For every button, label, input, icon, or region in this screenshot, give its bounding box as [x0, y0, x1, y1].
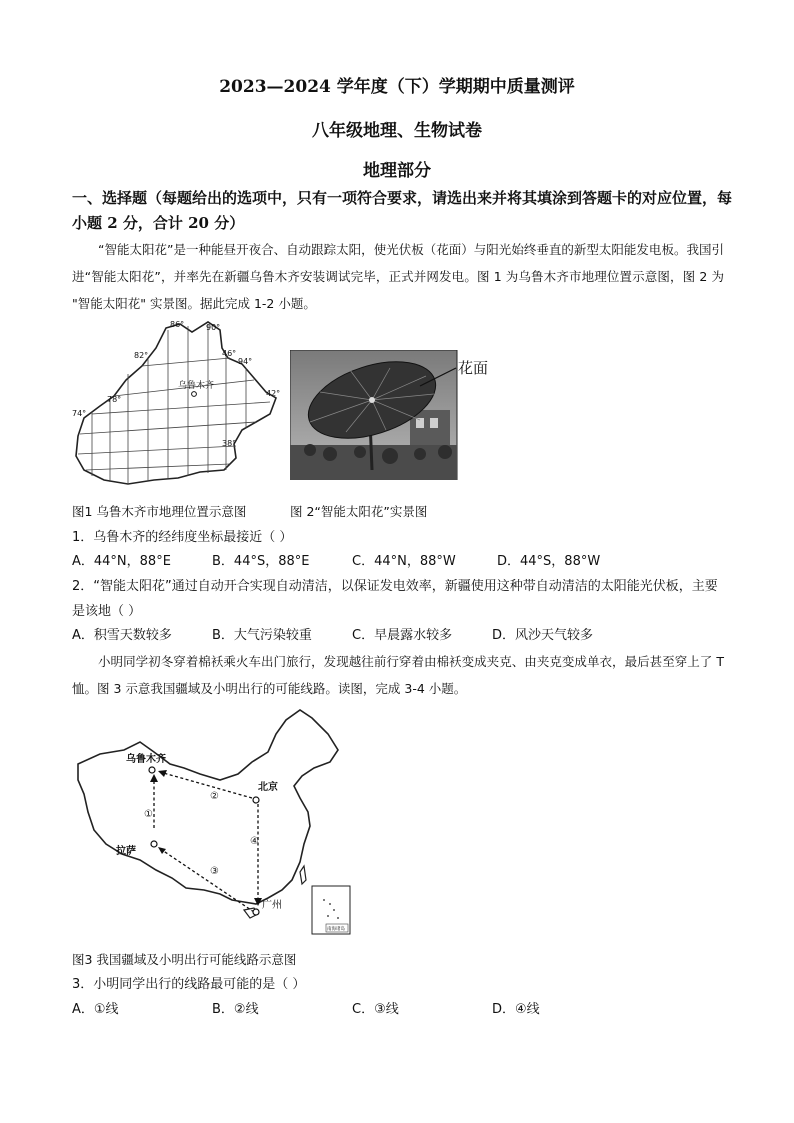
question3-options: [72, 998, 724, 1022]
q3-option-d[interactable]: D．④线: [492, 1002, 540, 1017]
building-icon: [410, 410, 450, 450]
question1-options: [72, 550, 724, 574]
passage-solar-flower: “智能太阳花”是一种能昼开夜合、自动跟踪太阳，使光伏板（花面）与阳光始终垂直的新型太阳能发电板。我国引进“智能太阳花”，并率先在新疆乌鲁木齐安装调试完毕，正式并网发电。图 1 为乌鲁木齐市地理位置示意图，图 2 为 "智能太阳花" 实景图。据此完成 1-2 小题。: [72, 242, 724, 311]
figure3-caption: 图3 我国疆域及小明出行可能线路示意图: [72, 952, 297, 967]
beijing-city-marker: [253, 797, 259, 803]
city-label-guangzhou: 广州: [262, 900, 282, 911]
question2-options: [72, 624, 724, 648]
lon-label-78: 78°: [107, 395, 122, 404]
question3-stem: 3．小明同学出行的线路最可能的是（ ）: [72, 977, 306, 992]
figure1-caption: 图1 乌鲁木齐市地理位置示意图: [72, 504, 247, 519]
lat-label-42: 42°: [266, 389, 281, 398]
urumqi-city-marker: [149, 767, 155, 773]
arrow-head-1: [150, 774, 158, 782]
urumqi-label: 乌鲁木齐: [178, 381, 215, 391]
question1-stem: 1．乌鲁木齐的经纬度坐标最接近（ ）: [72, 530, 293, 545]
flower-face-label: 花面: [458, 359, 489, 377]
urumqi-marker: [192, 392, 197, 397]
part-title: 地理部分: [363, 161, 431, 181]
q3-option-b[interactable]: B．②线: [212, 1002, 259, 1017]
exam-subtitle: 八年级地理、生物试卷: [312, 121, 482, 141]
figure1-xinjiang-map: [70, 318, 282, 494]
south-sea-inset: [312, 886, 350, 934]
route-label-1: ①: [144, 809, 153, 820]
q2-option-c[interactable]: C．早晨露水较多: [352, 628, 453, 643]
south-sea-label: 南海诸岛: [327, 927, 345, 932]
q1-option-a[interactable]: A．44°N，88°E: [72, 554, 171, 569]
city-label-lhasa: 拉萨: [116, 846, 136, 857]
city-label-beijing: 北京: [258, 782, 278, 793]
lon-label-94: 94°: [238, 357, 253, 366]
lon-label-90: 90°: [206, 323, 221, 332]
exam-title: 2023—2024 学年度（下）学期期中质量测评: [219, 77, 575, 97]
figure2-caption: 图 2“智能太阳花”实景图: [290, 504, 428, 519]
figure3-china-route-map: [72, 704, 372, 942]
q2-option-b[interactable]: B．大气污染较重: [212, 628, 312, 643]
lon-label-74: 74°: [72, 409, 87, 418]
passage-travel: 小明同学初冬穿着棉袄乘火车出门旅行，发现越往前行穿着由棉袄变成夹克、由夹克变成单衣，最后甚至穿上了 T 恤。图 3 示意我国疆域及小明出行的可能线路。读图，完成 3-4 小题。: [72, 654, 724, 696]
guangzhou-city-marker: [253, 909, 259, 915]
q1-option-d[interactable]: D．44°S，88°W: [497, 554, 601, 569]
route-label-3: ③: [210, 866, 219, 877]
question2-stem: 2．“智能太阳花”通过自动开合实现自动清洁，以保证发电效率，新疆使用这种带自动清洁的太阳能光伏板，主要是该地（ ）: [72, 579, 718, 619]
q3-option-c[interactable]: C．③线: [352, 1002, 399, 1017]
route-label-2: ②: [210, 791, 219, 802]
lat-label-46: 46°: [222, 349, 237, 358]
route-label-4: ④: [250, 836, 259, 847]
lon-label-82: 82°: [134, 351, 149, 360]
lat-label-38: 38°: [222, 439, 237, 448]
lon-label-86: 86°: [170, 320, 185, 329]
q3-option-a[interactable]: A．①线: [72, 1002, 119, 1017]
section-heading: 一、选择题（每题给出的选项中，只有一项符合要求，请选出来并将其填涂到答题卡的对应位置，每小题 2 分，合计 20 分）: [72, 189, 733, 232]
q2-option-a[interactable]: A．积雪天数较多: [72, 628, 172, 643]
figure2-solar-flower-photo: [290, 350, 500, 480]
q1-option-b[interactable]: B．44°S，88°E: [212, 554, 310, 569]
q2-option-d[interactable]: D．风沙天气较多: [492, 628, 594, 643]
q1-option-c[interactable]: C．44°N，88°W: [352, 554, 456, 569]
lhasa-city-marker: [151, 841, 157, 847]
arrow-head-3: [158, 847, 166, 854]
china-outline: [78, 710, 338, 918]
graticule-lines: [78, 324, 270, 484]
city-label-urumqi: 乌鲁木齐: [126, 754, 166, 765]
